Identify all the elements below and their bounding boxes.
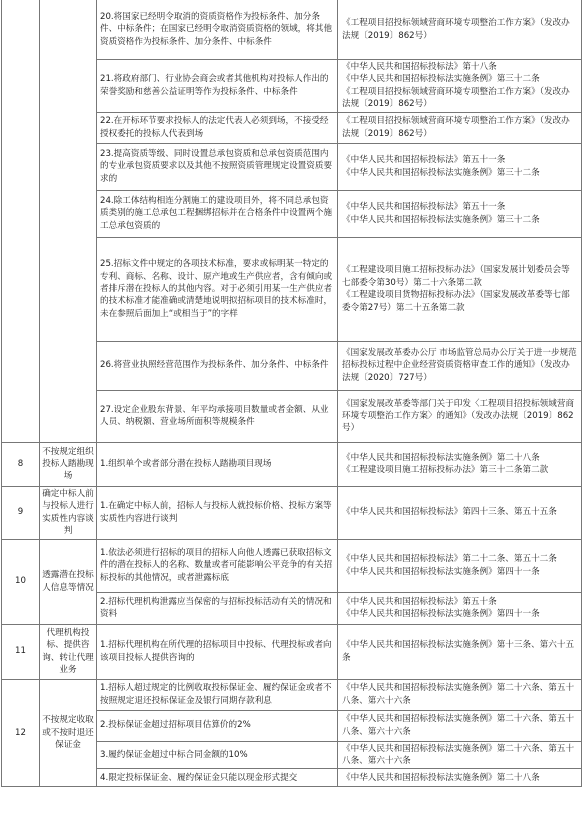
legal-basis-line: 《中华人民共和国招标投标法》第五十一条 (342, 202, 506, 213)
legal-basis-cell (338, 190, 582, 237)
legal-basis-cell (338, 60, 582, 113)
legal-basis-cell (338, 769, 582, 787)
legal-basis-cell (338, 592, 582, 624)
legal-basis-cell (338, 0, 582, 60)
legal-basis-cell (338, 624, 582, 679)
violation-description-cell: 1.招标代理机构在所代理的招标项目中投标、代理投标或者向该项目投标人提供咨询的 (97, 624, 338, 679)
legal-basis-line: 《国家发展改革委办公厅 市场监管总局办公厅关于进一步规范招标投标过程中企业经营资质资格审查工作的通知》（发改办法规〔2020〕727号） (342, 348, 577, 383)
legal-basis-line: 《工程建设项目货物招标投标办法》（国家发展改革委等七部委令第27号）第二十五条第二款 (342, 290, 570, 313)
row-number-cell: 8 (2, 442, 40, 486)
violation-description-cell: 3.履约保证金超过中标合同金额的10% (97, 741, 338, 769)
violation-description-cell: 1.组织单个或者部分潜在投标人踏勘项目现场 (97, 442, 338, 486)
legal-basis-line: 《中华人民共和国招标投标法实施条例》第三十二条 (342, 74, 540, 85)
violation-description-cell: 20.将国家已经明令取消的资质资格作为投标条件、加分条件、中标条件；在国家已经明令取消资质资格的领域，将其他资质资格作为投标条件、加分条件、中标条件 (97, 0, 338, 60)
category-cell: 确定中标人前与投标人进行实质性内容谈判 (40, 486, 97, 539)
violation-description-cell: 25.招标文件中规定的各项技术标准，要求或标明某一特定的专利、商标、名称、设计、原产地或生产供应者，含有倾向或者排斥潜在投标人的其他内容。对于必须引用某一生产供应者的技术标准才能准确或清楚地说明拟招标项目的技术标准时，未在参照后面加上“或相当于”的字样 (97, 237, 338, 341)
legal-basis-cell (338, 442, 582, 486)
category-cell (40, 0, 97, 442)
violation-description-cell: 1.在确定中标人前，招标人与投标人就投标价格、投标方案等实质性内容进行谈判 (97, 486, 338, 539)
legal-basis-line: 《中华人民共和国招标投标法》第十八条 (342, 62, 497, 72)
legal-basis-line: 《中华人民共和国招标投标法》第二十二条、第五十二条 (342, 554, 557, 565)
legal-basis-line: 《中华人民共和国招标投标法实施条例》第二十六条、第五十八条、第六十六条 (342, 743, 575, 767)
table-row (2, 624, 582, 679)
legal-basis-cell (338, 539, 582, 592)
table-row (2, 679, 582, 710)
legal-basis-line: 《中华人民共和国招标投标法》第五十条 (342, 596, 497, 607)
legal-basis-line: 《中华人民共和国招标投标法实施条例》第二十六条、第五十八条、第六十六条 (342, 714, 575, 737)
legal-basis-cell (338, 237, 582, 341)
legal-basis-line: 《工程项目招投标领域营商环境专项整治工作方案》（发改办法规〔2019〕862号） (342, 18, 570, 41)
violation-description-cell: 24.除工体结构相连分割施工的建设项目外，将不同总承包资质类别的施工总承包工程捆绑招标并在合格条件中设置两个施工总承包资质的 (97, 190, 338, 237)
regulation-table (1, 0, 582, 787)
legal-basis-line: 《中华人民共和国招标投标法实施条例》第二十八条 (342, 772, 540, 783)
legal-basis-line: 《工程项目招投标领域营商环境专项整治工作方案》（发改办法规〔2019〕862号） (342, 86, 570, 110)
violation-description-cell: 26.将营业执照经营范围作为投标条件、加分条件、中标条件 (97, 341, 338, 390)
table-row (2, 442, 582, 486)
table-row (2, 539, 582, 592)
row-number-cell: 10 (2, 539, 40, 624)
legal-basis-line: 《中华人民共和国招标投标法实施条例》第四十一条 (342, 609, 540, 620)
category-cell: 透露潜在投标人信息等情况 (40, 539, 97, 624)
legal-basis-line: 《工程建设项目施工招标投标办法》（国家发展计划委员会等七部委令第30号）第二十六条第二款 (342, 265, 570, 288)
legal-basis-line: 《中华人民共和国招标投标法实施条例》第三十二条 (342, 167, 540, 178)
legal-basis-line: 《工程项目招投标领域营商环境专项整治工作方案》（发改办法规〔2019〕862号） (342, 116, 570, 139)
legal-basis-line: 《国家发展改革委等部门关于印发〈工程项目招投标领域营商环境专项整治工作方案〉的通知》（发改办法规〔2019〕862号） (342, 398, 575, 434)
legal-basis-cell (338, 341, 582, 390)
legal-basis-cell (338, 390, 582, 442)
legal-basis-cell (338, 486, 582, 539)
violation-description-cell: 2.投标保证金超过招标项目估算价的2% (97, 710, 338, 741)
category-cell: 代理机构投标、提供咨询、转让代理业务 (40, 624, 97, 679)
legal-basis-cell (338, 741, 582, 769)
table-row (2, 0, 582, 60)
legal-basis-line: 《工程建设项目施工招标投标办法》第三十二条第二款 (342, 465, 549, 476)
violation-description-cell: 4.限定投标保证金、履约保证金只能以现金形式提交 (97, 769, 338, 787)
violation-description-cell: 1.招标人超过规定的比例收取投标保证金、履约保证金或者不按照规定退还投标保证金及银行同期存款利息 (97, 679, 338, 710)
row-number-cell (2, 0, 40, 442)
category-cell: 不按规定组织投标人踏勘现场 (40, 442, 97, 486)
legal-basis-cell (338, 679, 582, 710)
table-row (2, 486, 582, 539)
violation-description-cell: 27.设定企业股东背景、年平均承接项目数量或者金额、从业人员、纳税额、营业场所面积等规模条件 (97, 390, 338, 442)
legal-basis-cell (338, 710, 582, 741)
legal-basis-cell (338, 112, 582, 143)
legal-basis-line: 《中华人民共和国招标投标法实施条例》第十三条、第六十五条 (342, 640, 575, 663)
category-cell: 不按规定收取或不按时退还保证金 (40, 679, 97, 787)
legal-basis-line: 《中华人民共和国招标投标法实施条例》第三十二条 (342, 214, 540, 225)
row-number-cell: 11 (2, 624, 40, 679)
violation-description-cell: 1.依法必须进行招标的项目的招标人向他人透露已获取招标文件的潜在投标人的名称、数量或者可能影响公平竞争的有关招标投标的其他情况，或者泄露标底 (97, 539, 338, 592)
violation-description-cell: 23.提高资质等级、同时设置总承包资质和总承包资质范围内的专业承包资质要求以及其他不按照资质管理规定设置资质要求的 (97, 143, 338, 190)
legal-basis-line: 《中华人民共和国招标投标法》第四十三条、第五十五条 (342, 507, 557, 518)
legal-basis-line: 《中华人民共和国招标投标法实施条例》第四十一条 (342, 566, 540, 577)
violation-description-cell: 21.将政府部门、行业协会商会或者其他机构对投标人作出的荣誉奖励和慈善公益证明等作为投标条件、中标条件 (97, 60, 338, 113)
violation-description-cell: 2.招标代理机构泄露应当保密的与招标投标活动有关的情况和资料 (97, 592, 338, 624)
legal-basis-cell (338, 143, 582, 190)
violation-description-cell: 22.在开标环节要求投标人的法定代表人必须到场，不接受经授权委托的投标人代表到场 (97, 112, 338, 143)
legal-basis-line: 《中华人民共和国招标投标法实施条例》第二十八条 (342, 452, 540, 463)
legal-basis-line: 《中华人民共和国招标投标法实施条例》第二十六条、第五十八条、第六十六条 (342, 683, 575, 706)
row-number-cell: 12 (2, 679, 40, 787)
row-number-cell: 9 (2, 486, 40, 539)
legal-basis-line: 《中华人民共和国招标投标法》第五十一条 (342, 155, 506, 166)
